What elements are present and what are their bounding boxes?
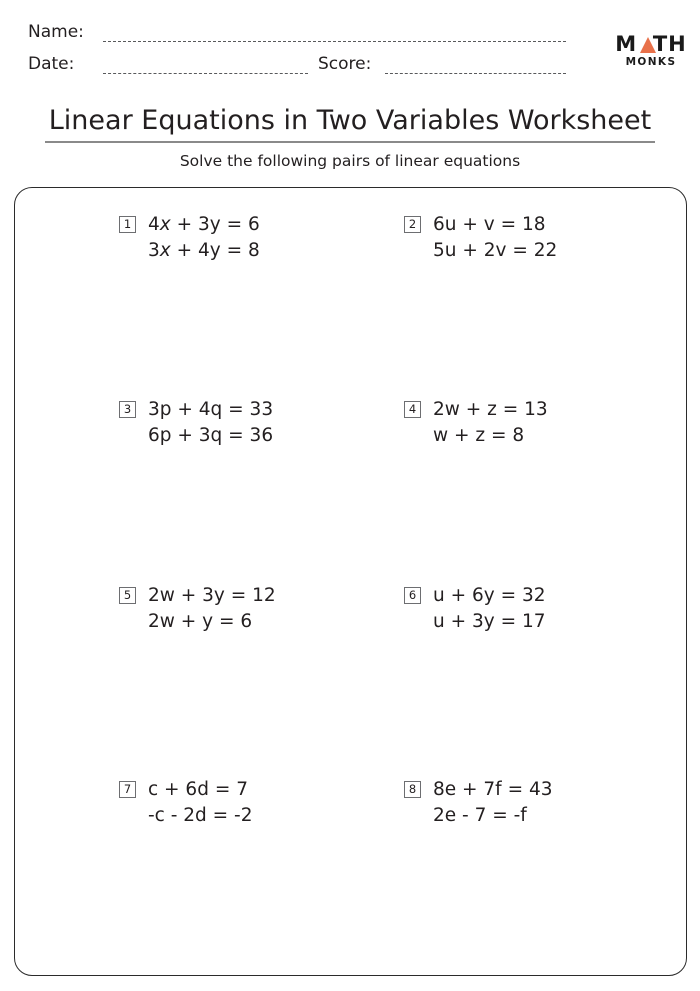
problem-equations bbox=[148, 397, 273, 449]
equation-line: 2e - 7 = -f bbox=[433, 805, 527, 826]
problem-area-frame bbox=[14, 187, 687, 976]
problem-equations bbox=[433, 212, 557, 264]
equation-line: 2w + z = 13 bbox=[433, 399, 548, 420]
problem-number: 2 bbox=[404, 216, 421, 233]
name-write-line[interactable] bbox=[103, 41, 566, 42]
problem-number: 6 bbox=[404, 587, 421, 604]
problem-number: 1 bbox=[119, 216, 136, 233]
problem-equations bbox=[433, 583, 546, 635]
math-monks-logo bbox=[615, 34, 687, 70]
score-label: Score: bbox=[318, 54, 372, 74]
equation-line: u + 6y = 32 bbox=[433, 585, 546, 606]
equation-line: 6u + v = 18 bbox=[433, 214, 546, 235]
equation-line: 4x + 3y = 6 bbox=[148, 214, 260, 235]
problem-equations bbox=[433, 777, 553, 829]
problem-number: 7 bbox=[119, 781, 136, 798]
equation-line: 8e + 7f = 43 bbox=[433, 779, 553, 800]
instructions-text: Solve the following pairs of linear equations bbox=[179, 152, 521, 170]
date-label: Date: bbox=[28, 54, 75, 74]
problem-item[interactable] bbox=[404, 397, 548, 449]
equation-line: 3x + 4y = 8 bbox=[148, 240, 260, 261]
worksheet-header bbox=[0, 0, 700, 95]
problem-item[interactable] bbox=[119, 583, 276, 635]
equation-line: 6p + 3q = 36 bbox=[148, 425, 274, 446]
score-write-line[interactable] bbox=[385, 73, 566, 74]
logo-primary-text: M TH bbox=[615, 32, 687, 56]
triangle-icon bbox=[640, 37, 656, 53]
problem-item[interactable] bbox=[119, 777, 253, 829]
equation-line: u + 3y = 17 bbox=[433, 611, 546, 632]
equation-line: 2w + y = 6 bbox=[148, 611, 253, 632]
problem-item[interactable] bbox=[404, 212, 557, 264]
title-block bbox=[0, 104, 700, 171]
problem-equations bbox=[148, 212, 260, 264]
problem-item[interactable] bbox=[119, 212, 260, 264]
problem-number: 8 bbox=[404, 781, 421, 798]
problem-equations bbox=[433, 397, 548, 449]
equation-line: 5u + 2v = 22 bbox=[433, 240, 558, 261]
problem-equations bbox=[148, 583, 276, 635]
problem-item[interactable] bbox=[404, 777, 553, 829]
logo-secondary-text: MONKS bbox=[625, 56, 677, 68]
problem-item[interactable] bbox=[119, 397, 273, 449]
problem-item[interactable] bbox=[404, 583, 546, 635]
problem-number: 3 bbox=[119, 401, 136, 418]
problem-equations bbox=[148, 777, 253, 829]
equation-line: -c - 2d = -2 bbox=[148, 805, 253, 826]
problem-number: 4 bbox=[404, 401, 421, 418]
date-write-line[interactable] bbox=[103, 73, 308, 74]
equation-line: 2w + 3y = 12 bbox=[148, 585, 276, 606]
equation-line: 3p + 4q = 33 bbox=[148, 399, 274, 420]
problem-number: 5 bbox=[119, 587, 136, 604]
page-title: Linear Equations in Two Variables Worksheet bbox=[45, 104, 655, 143]
name-label: Name: bbox=[28, 22, 84, 42]
problem-grid bbox=[15, 188, 688, 977]
equation-line: c + 6d = 7 bbox=[148, 779, 248, 800]
equation-line: w + z = 8 bbox=[433, 425, 525, 446]
